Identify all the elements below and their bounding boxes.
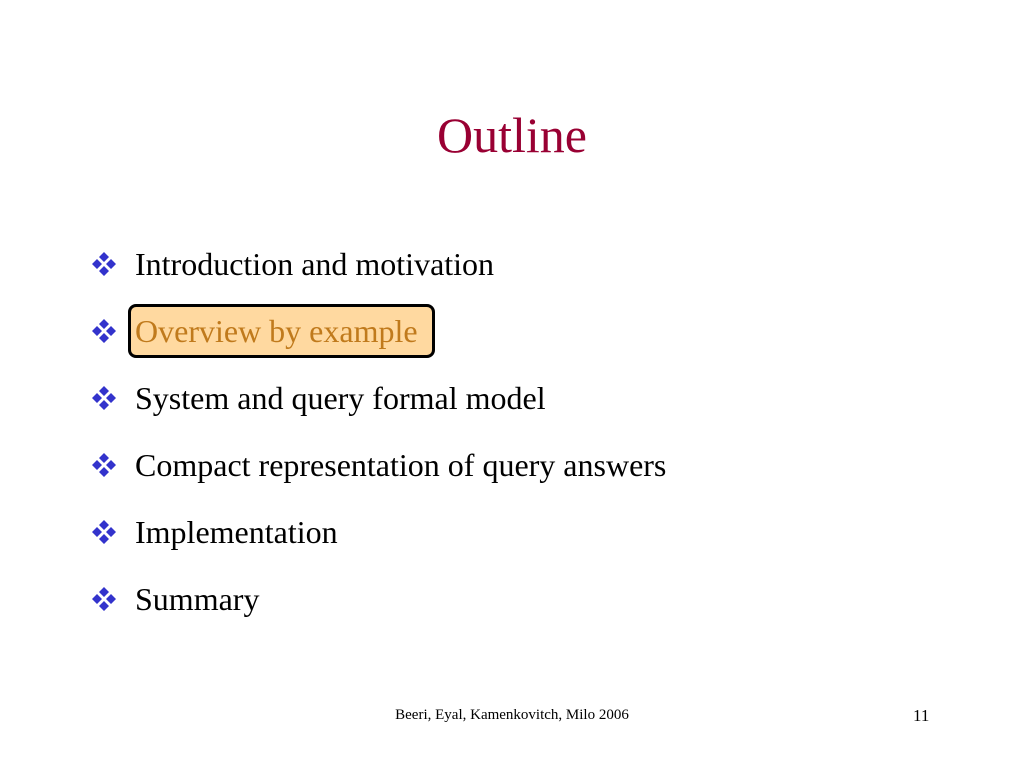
list-item-label: Summary: [135, 580, 260, 617]
slide-title: Outline: [437, 107, 587, 163]
outline-list: [90, 230, 666, 632]
diamond-cluster-icon: [90, 518, 118, 546]
page-number: 11: [913, 706, 930, 725]
list-item: [90, 498, 666, 565]
list-item: [90, 364, 666, 431]
list-item: [90, 565, 666, 632]
list-item-label: Compact representation of query answers: [135, 446, 667, 483]
diamond-cluster-icon: [90, 585, 118, 613]
list-item-label: Overview by example: [128, 304, 435, 358]
list-item: [90, 230, 666, 297]
diamond-cluster-icon: [90, 250, 118, 278]
list-item: [90, 431, 666, 498]
diamond-cluster-icon: [90, 451, 118, 479]
list-item-label: Implementation: [135, 513, 338, 550]
list-item-highlighted: [90, 297, 666, 364]
diamond-cluster-icon: [90, 384, 118, 412]
list-item-label: System and query formal model: [135, 379, 546, 416]
list-item-label: Introduction and motivation: [135, 245, 495, 282]
slide-footer: Beeri, Eyal, Kamenkovitch, Milo 2006: [395, 707, 629, 723]
diamond-cluster-icon: [90, 317, 118, 345]
